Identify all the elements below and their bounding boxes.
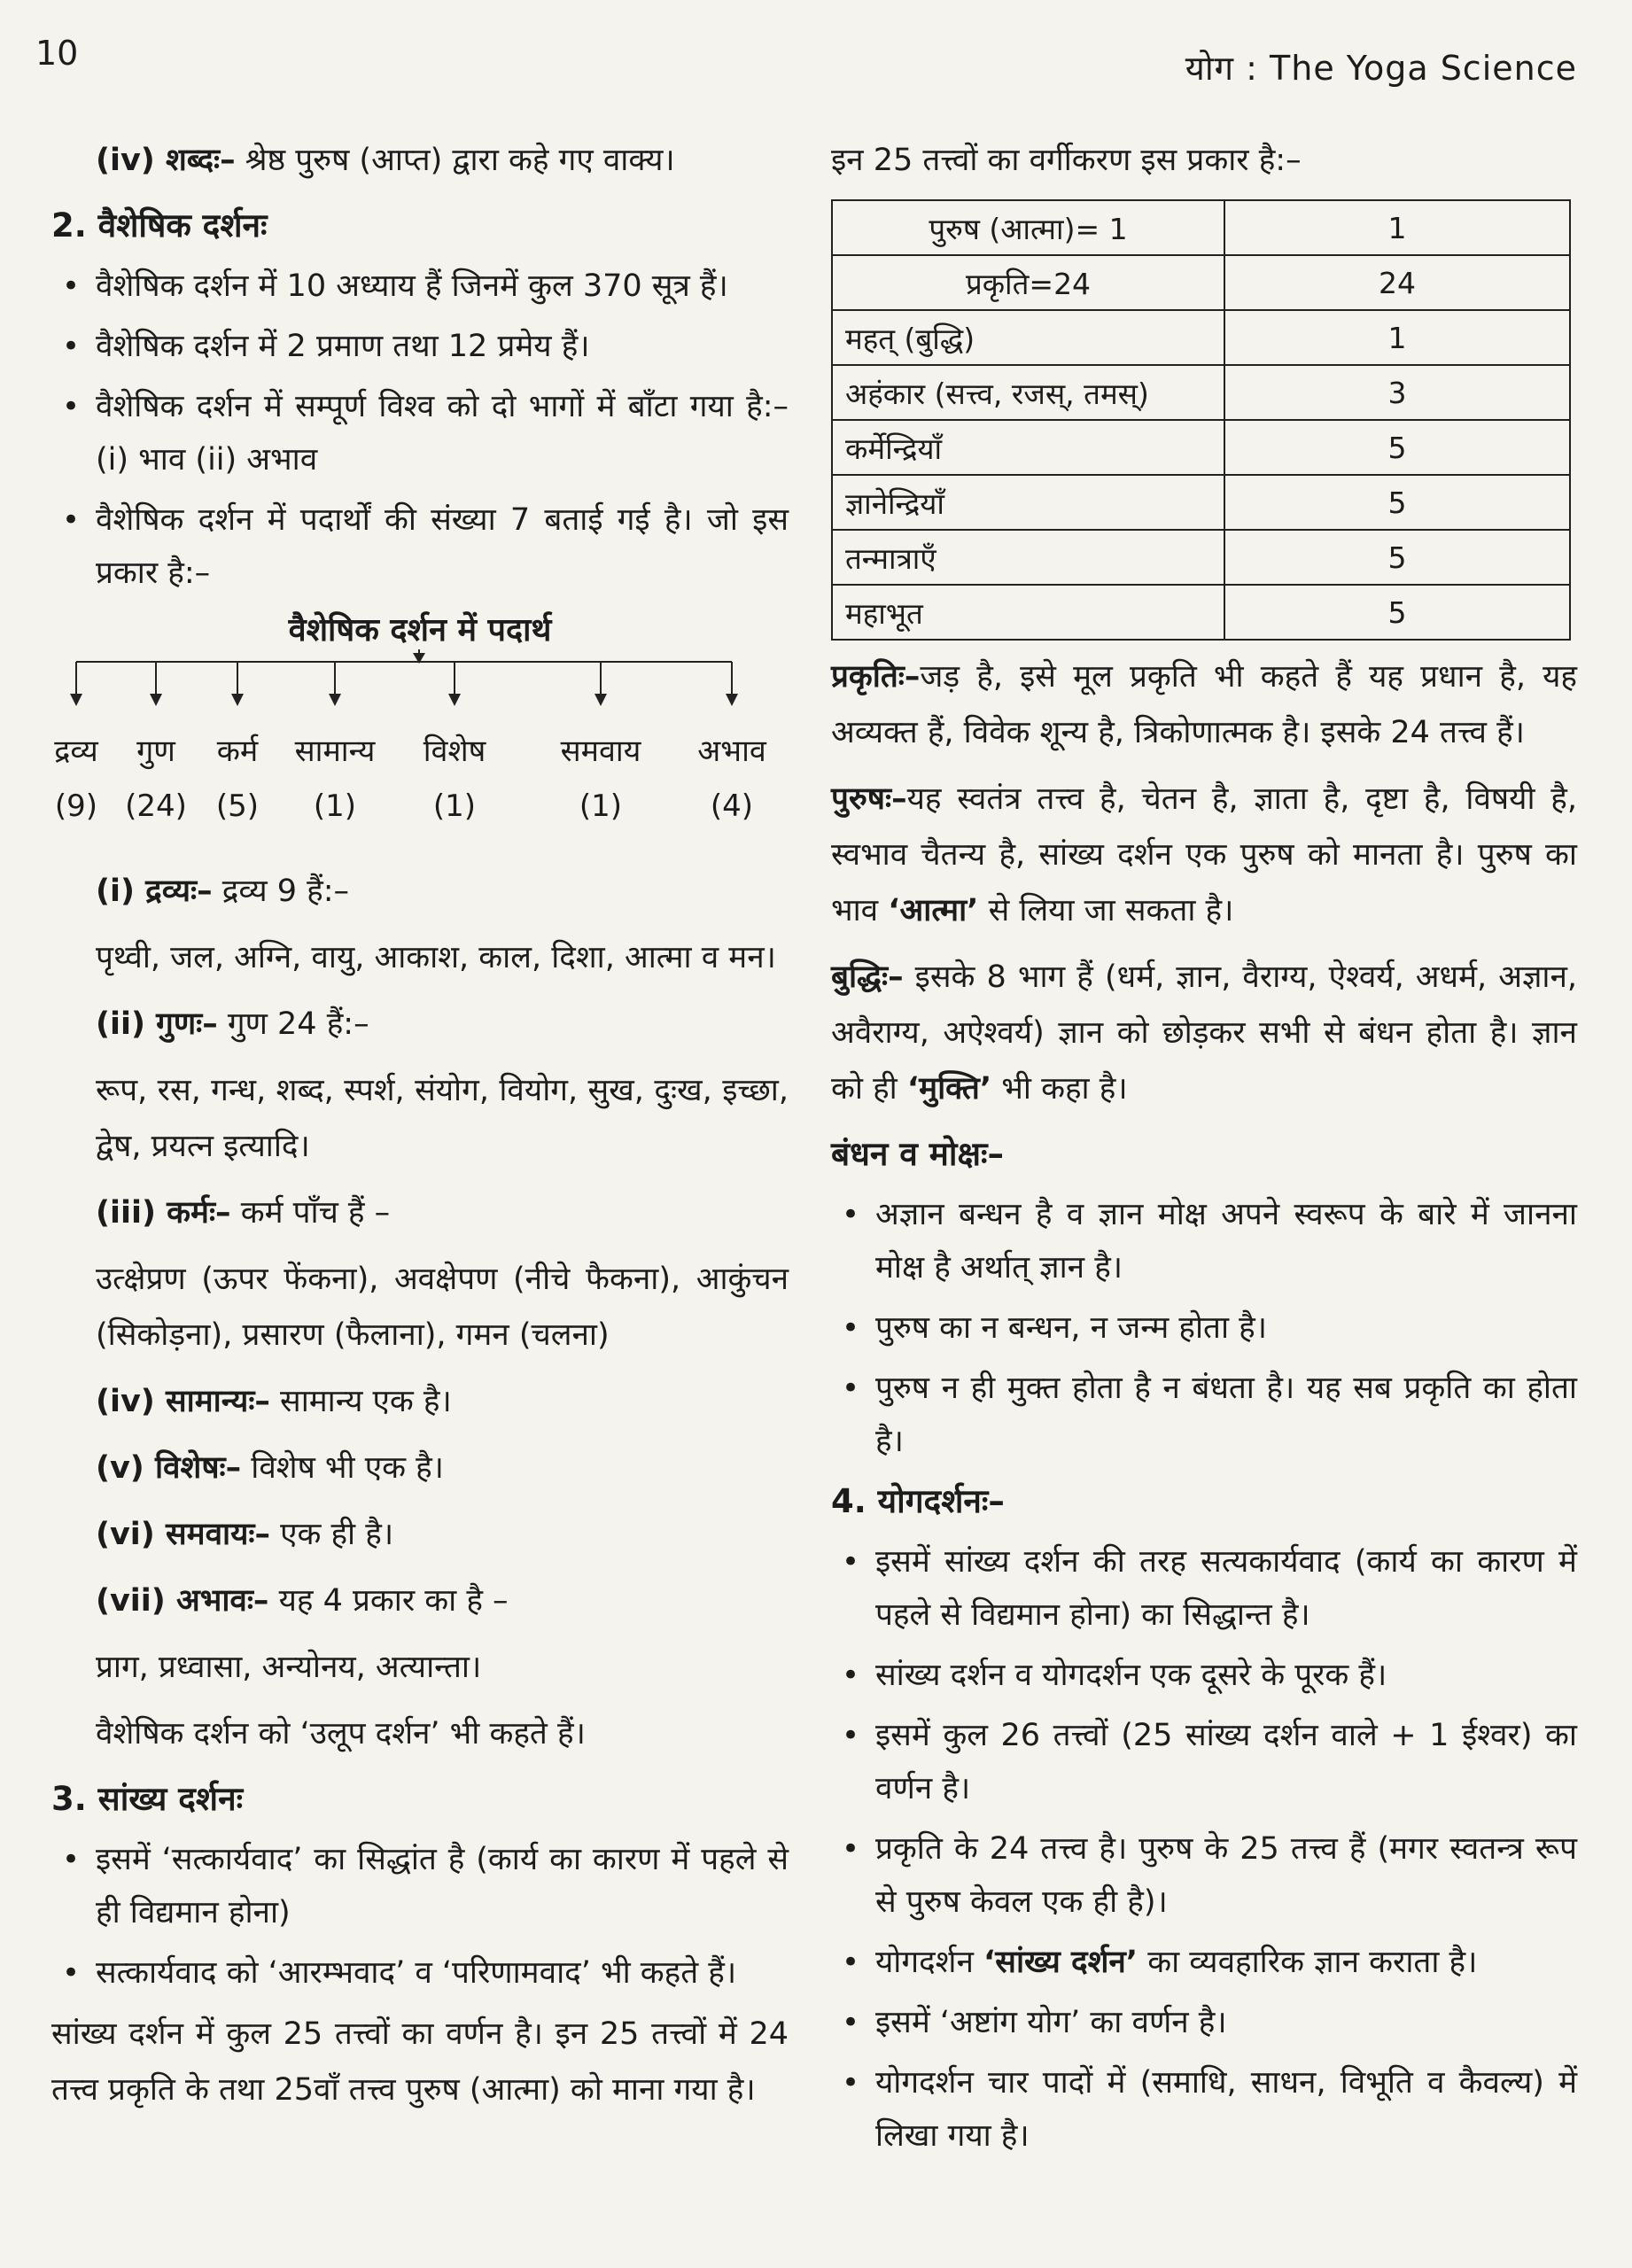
karm-text: कर्म पाँच हैं –	[230, 1195, 391, 1231]
list-item: • पुरुष न ही मुक्त होता है न बंधता है। यह सब प्रकृति का होता है।	[831, 1362, 1577, 1468]
item-pre: योगदर्शन	[875, 1945, 984, 1980]
abhav-body: प्राग, प्रध्वासा, अन्योनय, अत्यान्ता।	[96, 1650, 482, 1685]
vaisheshik-points	[51, 260, 789, 600]
table-row	[832, 365, 1570, 420]
gun-body: रूप, रस, गन्ध, शब्द, स्पर्श, संयोग, वियोग, सुख, दुःख, इच्छा, द्वेष, प्रयत्न इत्यादि।	[96, 1073, 789, 1164]
purush-text: यह स्वतंत्र तत्त्व है, चेतन है, ज्ञाता है, दृष्टा है, विषयी है, स्वभाव चैतन्य है, सांख्य दर्शन एक पुरुष को मानता है। पुरुष का भाव	[831, 781, 1577, 928]
list-item: • वैशेषिक दर्शन में 10 अध्याय हैं जिनमें कुल 370 सूत्र हैं।	[51, 260, 789, 313]
vishesh-line	[51, 1441, 789, 1496]
list-item: • सांख्य दर्शन व योगदर्शन एक दूसरे के पूरक हैं।	[831, 1649, 1577, 1702]
prakriti-paragraph	[831, 649, 1577, 761]
table-row	[832, 530, 1570, 585]
gun-text: गुण 24 हैं:–	[217, 1006, 369, 1042]
item-bold: ‘सांख्य दर्शन’	[983, 1945, 1139, 1980]
purush-label: पुरुषः–	[831, 781, 907, 817]
padarth-diagram	[51, 607, 789, 855]
item-name: द्रव्य	[54, 734, 98, 769]
table-cell: 5	[1224, 475, 1570, 530]
sankhya-heading: 3. सांख्य दर्शनः	[51, 1780, 244, 1818]
table-cell: 5	[1224, 585, 1570, 640]
table-cell: 1	[1224, 310, 1570, 365]
page-number: 10	[35, 34, 79, 73]
yog-heading: 4. योगदर्शनः–	[831, 1482, 1005, 1520]
diagram-item	[543, 724, 658, 834]
purush-paragraph	[831, 772, 1577, 939]
list-item: • इसमें ‘अष्टांग योग’ का वर्णन है।	[831, 1996, 1577, 2049]
dravya-label: (i) द्रव्यः–	[96, 874, 213, 909]
item-count: (1)	[313, 788, 357, 824]
prakriti-text: जड़ है, इसे मूल प्रकृति भी कहते हैं यह प्रधान है, यह अव्यक्त हैं, विवेक शून्य है, त्रिकोणात्मक है। इसके 24 तत्त्व हैं।	[831, 659, 1577, 750]
item-name: अभाव	[697, 734, 766, 769]
samvay-text: एक ही है।	[269, 1517, 394, 1552]
item-name: सामान्य	[294, 734, 376, 769]
item-name: विशेष	[423, 734, 486, 769]
table-row	[832, 200, 1570, 255]
list-item: • पुरुष का न बन्धन, न जन्म होता है।	[831, 1301, 1577, 1355]
list-item: • वैशेषिक दर्शन में 2 प्रमाण तथा 12 प्रमेय हैं।	[51, 320, 789, 373]
diagram-item	[674, 724, 789, 834]
shabd-label: (iv) शब्दः–	[96, 143, 236, 178]
gun-line	[51, 997, 789, 1052]
list-item: • अज्ञान बन्धन है व ज्ञान मोक्ष अपने स्वरूप के बारे में जानना मोक्ष है अर्थात् ज्ञान है।	[831, 1188, 1577, 1294]
samvay-line	[51, 1507, 789, 1563]
running-title: योग : The Yoga Science	[1185, 49, 1577, 88]
abhav-text: यह 4 प्रकार का है –	[268, 1583, 509, 1619]
table-cell: पुरुष (आत्मा)= 1	[832, 200, 1224, 255]
table-intro: इन 25 तत्त्वों का वर्गीकरण इस प्रकार है:–	[831, 143, 1302, 178]
list-item: • योगदर्शन चार पादों में (समाधि, साधन, विभूति व कैवल्य) में लिखा गया है।	[831, 2056, 1577, 2163]
prakriti-label: प्रकृतिः–	[831, 659, 921, 695]
item-count: (24)	[125, 788, 187, 824]
item-count: (1)	[432, 788, 477, 824]
list-item: • सत्कार्यवाद को ‘आरम्भवाद’ व ‘परिणामवाद’ भी कहते हैं।	[51, 1946, 789, 2000]
item-name: समवाय	[560, 734, 641, 769]
right-column	[831, 133, 1577, 2170]
item-name: गुण	[136, 734, 175, 769]
karm-body: उत्क्षेप्रण (ऊपर फेंकना), अवक्षेपण (नीचे फैकना), आकुंचन (सिकोड़ना), प्रसारण (फैलाना), गमन (चलना)	[96, 1262, 789, 1353]
vishesh-label: (v) विशेषः–	[96, 1450, 242, 1486]
item-count: (5)	[215, 788, 260, 824]
list-item	[831, 1936, 1577, 1989]
abhav-label: (vii) अभावः–	[96, 1583, 269, 1619]
samvay-label: (vi) समवायः–	[96, 1517, 270, 1552]
shabd-line	[51, 133, 789, 189]
ulup-line: वैशेषिक दर्शन को ‘उलूप दर्शन’ भी कहते हैं।	[96, 1716, 586, 1751]
list-item: • इसमें कुल 26 तत्त्वों (25 सांख्य दर्शन वाले + 1 ईश्वर) का वर्णन है।	[831, 1709, 1577, 1815]
table-row	[832, 255, 1570, 310]
table-row	[832, 310, 1570, 365]
table-cell: 24	[1224, 255, 1570, 310]
dravya-line	[51, 864, 789, 920]
list-item: • प्रकृति के 24 तत्त्व है। पुरुष के 25 तत्त्व हैं (मगर स्वतन्त्र रूप से पुरुष केवल एक ही है)।	[831, 1822, 1577, 1929]
buddhi-text: इसके 8 भाग हैं (धर्म, ज्ञान, वैराग्य, ऐश्वर्य, अधर्म, अज्ञान, अवैराग्य, अऐश्वर्य) ज्ञान को छोड़कर सभी से बंधन होता है। ज्ञान को ही	[831, 959, 1577, 1107]
samanya-label: (iv) सामान्यः–	[96, 1384, 270, 1419]
bandhan-heading: बंधन व मोक्षः–	[831, 1135, 1004, 1173]
list-item: • वैशेषिक दर्शन में सम्पूर्ण विश्व को दो भागों में बाँटा गया है:– (i) भाव (ii) अभाव	[51, 380, 789, 486]
table-cell: अहंकार (सत्त्व, रजस्, तमस्)	[832, 365, 1224, 420]
list-item: • इसमें ‘सत्कार्यवाद’ का सिद्धांत है (कार्य का कारण में पहले से ही विद्यमान होना)	[51, 1833, 789, 1939]
table-cell: कर्मेन्द्रियाँ	[832, 420, 1224, 475]
gun-label: (ii) गुणः–	[96, 1006, 218, 1042]
buddhi-label: बुद्धिः–	[831, 959, 904, 995]
samanya-text: सामान्य एक है।	[269, 1384, 452, 1419]
table-cell: 5	[1224, 420, 1570, 475]
table-cell: महाभूत	[832, 585, 1224, 640]
diagram-connectors	[51, 607, 789, 731]
buddhi-after: भी कहा है।	[991, 1071, 1128, 1107]
diagram-title: वैशेषिक दर्शन में पदार्थ	[288, 612, 552, 649]
purush-after: से लिया जा सकता है।	[978, 893, 1234, 928]
yog-points	[831, 1535, 1577, 2163]
dravya-body: पृथ्वी, जल, अग्नि, वायु, आकाश, काल, दिशा, आत्मा व मन।	[96, 940, 776, 975]
table-cell: ज्ञानेन्द्रियाँ	[832, 475, 1224, 530]
buddhi-paragraph	[831, 950, 1577, 1117]
list-item: • इसमें सांख्य दर्शन की तरह सत्यकार्यवाद (कार्य का कारण में पहले से विद्यमान होना) का सिद्धान्त है।	[831, 1535, 1577, 1642]
left-column	[51, 133, 789, 2129]
sankhya-paragraph: सांख्य दर्शन में कुल 25 तत्त्वों का वर्णन है। इन 25 तत्त्वों में 24 तत्त्व प्रकृति के तथा 25वाँ तत्त्व पुरुष (आत्मा) को माना गया है।	[51, 2016, 789, 2108]
vishesh-text: विशेष भी एक है।	[241, 1450, 444, 1486]
table-cell: 1	[1224, 200, 1570, 255]
dravya-text: द्रव्य 9 हैं:–	[212, 874, 349, 909]
item-count: (4)	[710, 788, 754, 824]
table-cell: 5	[1224, 530, 1570, 585]
table-cell: प्रकृति=24	[832, 255, 1224, 310]
samanya-line	[51, 1374, 789, 1430]
vaisheshik-heading: 2. वैशेषिक दर्शनः	[51, 206, 268, 245]
karm-label: (iii) कर्मः–	[96, 1195, 231, 1231]
purush-bold: ‘आत्मा’	[888, 893, 979, 928]
item-count: (1)	[579, 788, 623, 824]
item-count: (9)	[54, 788, 98, 824]
shabd-text: श्रेष्ठ पुरुष (आप्त) द्वारा कहे गए वाक्य।	[235, 143, 675, 178]
table-cell: महत् (बुद्धि)	[832, 310, 1224, 365]
abhav-line	[51, 1573, 789, 1629]
item-name: कर्म	[216, 734, 259, 769]
bandhan-points	[831, 1188, 1577, 1468]
sankhya-points	[51, 1833, 789, 2000]
karm-line	[51, 1185, 789, 1241]
buddhi-bold: ‘मुक्ति’	[906, 1071, 992, 1107]
diagram-item	[277, 724, 392, 834]
table-cell: तन्मात्राएँ	[832, 530, 1224, 585]
table-row	[832, 475, 1570, 530]
table-row	[832, 420, 1570, 475]
table-row	[832, 585, 1570, 640]
tattva-table	[831, 199, 1571, 641]
diagram-item	[397, 724, 512, 834]
table-cell: 3	[1224, 365, 1570, 420]
list-item: • वैशेषिक दर्शन में पदार्थों की संख्या 7 बताई गई है। जो इस प्रकार है:–	[51, 493, 789, 600]
item-post: का व्यवहारिक ज्ञान कराता है।	[1138, 1945, 1478, 1980]
